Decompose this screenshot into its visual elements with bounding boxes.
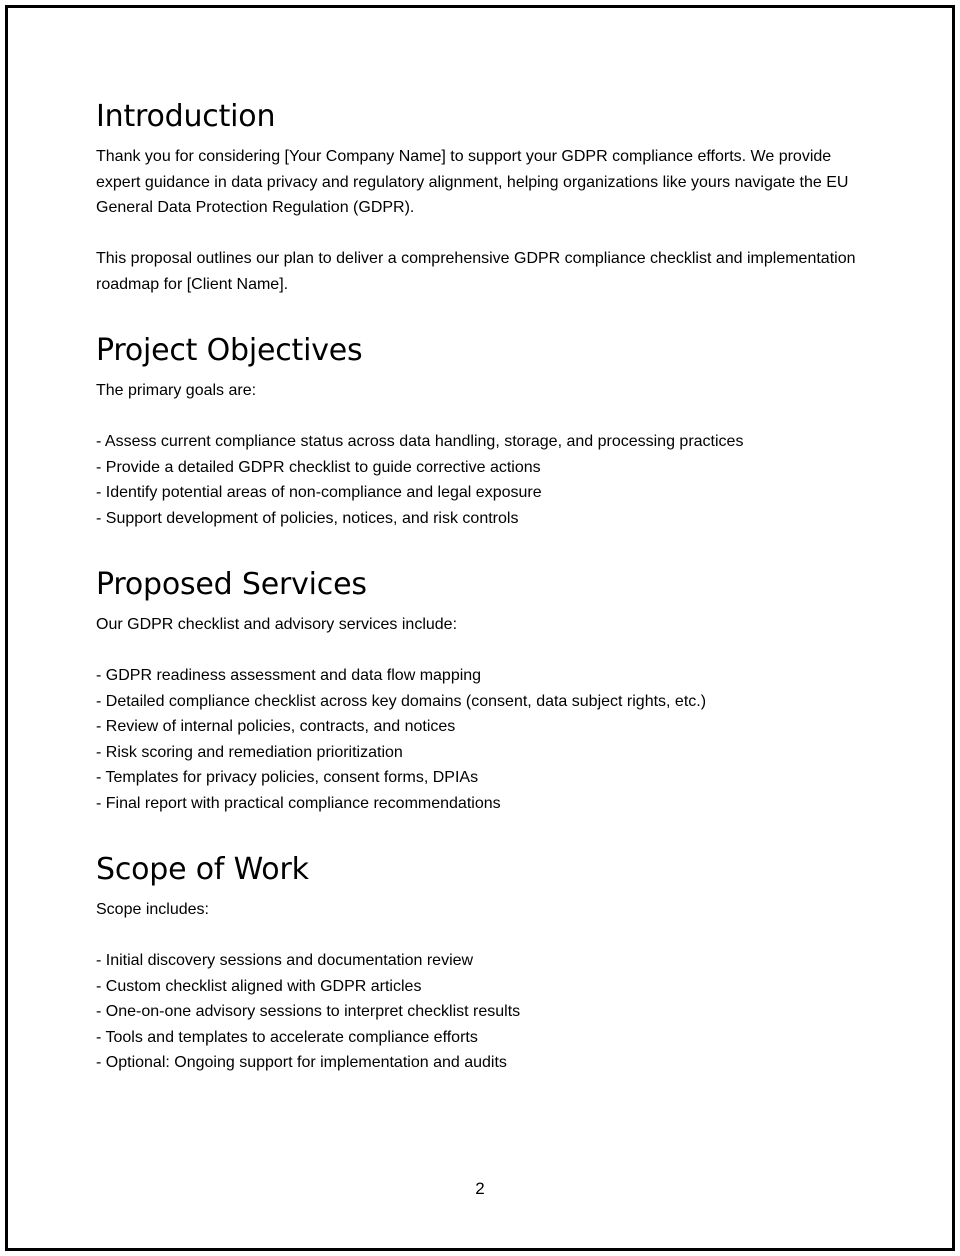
section-heading: Project Objectives <box>96 333 363 368</box>
list-item: - Initial discovery sessions and documentation review <box>96 952 474 969</box>
section-project-objectives <box>96 332 876 531</box>
paragraph: This proposal outlines our plan to deliver a comprehensive GDPR compliance checklist and implementation roadmap for [Client Name]. <box>96 250 856 293</box>
list-item: - Risk scoring and remediation prioritization <box>96 743 403 761</box>
paragraph: Thank you for considering [Your Company Name] to support your GDPR compliance efforts. We provide expert guidance in data privacy and regulatory alignment, helping organizations like yours navigate the EU General Data Protection Regulation (GDPR). <box>96 148 849 216</box>
list-item: - Provide a detailed GDPR checklist to guide corrective actions <box>96 458 541 476</box>
document-body <box>96 98 876 1111</box>
section-proposed-services <box>96 566 876 816</box>
section-heading: Introduction <box>96 99 276 134</box>
list-item: - Review of internal policies, contracts, and notices <box>96 718 456 735</box>
section-introduction <box>96 98 876 297</box>
section-lead: Our GDPR checklist and advisory services include: <box>96 616 458 633</box>
list-item: - Tools and templates to accelerate compliance efforts <box>96 1028 478 1046</box>
section-lead: The primary goals are: <box>96 382 257 399</box>
list-item: - Assess current compliance status across data handling, storage, and processing practices <box>96 433 744 450</box>
page-number: 2 <box>475 1179 485 1198</box>
section-heading: Proposed Services <box>96 567 367 602</box>
scope-list <box>96 948 876 1076</box>
list-item: - Optional: Ongoing support for implementation and audits <box>96 1054 507 1071</box>
list-item: - GDPR readiness assessment and data flow mapping <box>96 667 482 684</box>
list-item: - Identify potential areas of non-compliance and legal exposure <box>96 484 542 501</box>
list-item: - Final report with practical compliance recommendations <box>96 794 501 812</box>
section-lead: Scope includes: <box>96 901 209 918</box>
section-heading: Scope of Work <box>96 852 309 887</box>
services-list <box>96 663 876 816</box>
list-item: - Detailed compliance checklist across key domains (consent, data subject rights, etc.) <box>96 692 707 710</box>
section-scope-of-work <box>96 851 876 1076</box>
list-item: - Templates for privacy policies, consent forms, DPIAs <box>96 769 479 786</box>
objectives-list <box>96 429 876 531</box>
list-item: - Support development of policies, notices, and risk controls <box>96 509 519 527</box>
list-item: - Custom checklist aligned with GDPR articles <box>96 977 422 995</box>
list-item: - One-on-one advisory sessions to interpret checklist results <box>96 1003 521 1020</box>
